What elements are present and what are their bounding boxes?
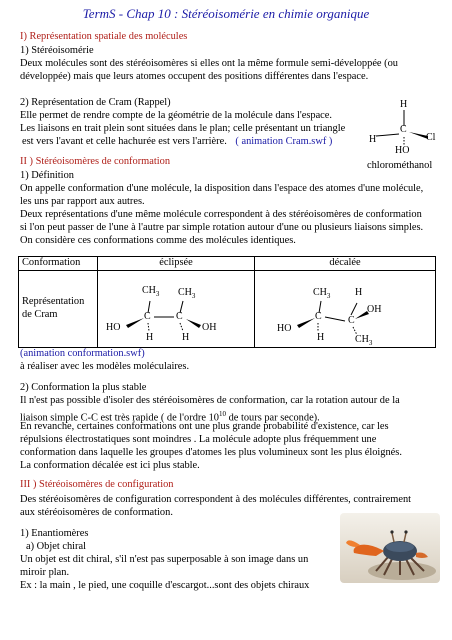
eclipsed-molecule [98, 271, 248, 347]
line-2-post: de tours par seconde). [225, 412, 320, 424]
section-2-1-line-1: On appelle conformation d'une molécule, la disposition dans l'espace des atomes d'une molécule, [20, 183, 424, 194]
conformation-table [18, 256, 436, 348]
page-title: TermS - Chap 10 : Stéréoisomérie en chimie organique [82, 6, 370, 21]
section-1-2-line-3 [22, 136, 362, 149]
staggered-ch3-bottom [355, 334, 372, 350]
cram-animation-link[interactable]: ( animation Cram.swf ) [235, 136, 333, 147]
atom-cl: Cl [426, 132, 436, 143]
section-2-heading: II ) Stéréoisomères de conformation [20, 156, 171, 167]
section-2-1-line-2: les uns par rapport aux autres. [20, 196, 145, 207]
section-2-1-line-5: On considère ces conformations comme des molécules identiques. [20, 235, 296, 246]
section-1-2-line-2: Les liaisons en trait plein sont situées dans le plan; celle présentant un triangle [20, 123, 346, 134]
chloromethanol-name: chlorométhanol [367, 160, 433, 171]
section-1-1-title: 1) Stéréoisomérie [20, 45, 94, 56]
eclipsed-h-left: H [146, 331, 154, 343]
staggered-c1: C [315, 310, 322, 322]
staggered-ch3-bottom-sub: 3 [368, 338, 373, 347]
staggered-ch3-top-sub: 3 [326, 291, 331, 300]
section-2-2-title: 2) Conformation la plus stable [20, 382, 147, 393]
table-header-row [19, 257, 436, 271]
staggered-ch3-top-text: CH [313, 286, 327, 298]
eclipsed-cell [98, 270, 255, 347]
section-1-heading: I) Représentation spatiale des molécules [20, 31, 188, 42]
eclipsed-h-right: H [182, 331, 190, 343]
eclipsed-ch3-right [178, 287, 195, 303]
staggered-bonds [255, 271, 435, 347]
section-2-2-line-1: Il n'est pas possible d'isoler des stéréoisomères de conformation, car la rotation autour de la [20, 395, 400, 406]
staggered-h-top: H [355, 286, 363, 298]
table-header-eclipsed: éclipsée [98, 257, 255, 271]
eclipsed-oh: OH [202, 321, 217, 333]
table-header-staggered: décalée [255, 257, 436, 271]
eclipsed-c1: C [144, 310, 151, 322]
row-label-line-1: Représentation [22, 296, 85, 307]
staggered-c2: C [348, 314, 355, 326]
staggered-h: H [317, 331, 325, 343]
eclipsed-ch3-left-text: CH [142, 284, 156, 296]
staggered-ch3-bottom-text: CH [355, 333, 369, 345]
atom-h-top: H [400, 99, 408, 110]
section-2-1-line-3: Deux représentations d'une même molécule correspondent à des stéréoisomères de conformation [20, 209, 422, 220]
line-2-sup: 10 [218, 410, 226, 418]
atom-ho: HO [395, 145, 410, 156]
staggered-cell [255, 270, 436, 347]
staggered-molecule [255, 271, 435, 347]
section-1-2-title: 2) Représentation de Cram (Rappel) [20, 97, 171, 108]
atom-c: C [400, 124, 407, 135]
staggered-ch3-top [313, 287, 330, 303]
eclipsed-c2: C [176, 310, 183, 322]
section-1-2-line-1: Elle permet de rendre compte de la géométrie de la molécule dans l'espace. [20, 110, 333, 121]
section-2-1-title: 1) Définition [20, 170, 74, 181]
eclipsed-ch3-left-sub: 3 [155, 289, 160, 298]
table-row [19, 270, 436, 347]
eclipsed-ch3-left [142, 285, 159, 301]
atom-h-left: H [369, 134, 377, 145]
section-3-1a-line-2: miroir plan. [20, 567, 70, 578]
eclipsed-ho: HO [106, 321, 121, 333]
conformation-animation-link[interactable]: (animation conformation.swf) [20, 348, 145, 359]
section-3-heading: III ) Stéréoisomères de configuration [20, 479, 174, 490]
section-3-line-2: aux stéréoisomères de conformation. [20, 507, 173, 518]
section-1-1-line-2: développée) mais que leurs atomes occupent des positions différentes dans l'espace. [20, 71, 369, 82]
crab-illustration [340, 513, 440, 583]
section-2-2-line-6: La conformation décalée est ici plus stable. [20, 460, 200, 471]
section-2-2-line-5: conformation dans laquelle les groupes d'atomes les plus volumineux sont les plus éloignés. [20, 447, 402, 458]
staggered-oh: OH [367, 303, 382, 315]
table-row-label [19, 270, 98, 347]
section-3-1a-line-1: Un objet est dit chiral, s'il n'est pas superposable à son image dans un [20, 554, 309, 565]
section-3-1-title: 1) Enantiomères [20, 528, 89, 539]
section-2-1-line-4: si l'on peut passer de l'une à l'autre par simple rotation autour d'une ou plusieurs liaisons simples. [20, 222, 424, 233]
section-3-line-1: Des stéréoisomères de configuration correspondent à des molécules différentes, contrairement [20, 494, 412, 505]
staggered-ho: HO [277, 322, 292, 334]
section-2-2-line-3: En revanche, certaines conformations ont une plus grande probabilité d'existence, car les [20, 421, 389, 432]
eclipsed-ch3-right-text: CH [178, 286, 192, 298]
eclipsed-bonds [98, 271, 248, 347]
section-3-1a-line-3: Ex : la main , le pied, une coquille d'escargot...sont des objets chiraux [20, 580, 310, 591]
section-1-2-line-3-text: est vers l'avant et celle hachurée est vers l'arrière. [22, 136, 227, 147]
row-label-line-2: de Cram [22, 308, 58, 320]
section-3-1a-title: a) Objet chiral [26, 541, 87, 552]
section-1-1-line-1: Deux molécules sont des stéréoisomères si elles ont la même formule semi-développée (ou [20, 58, 398, 69]
table-header-conformation: Conformation [19, 257, 98, 271]
line-2-pre: liaison simple C-C est très rapide ( de l'ordre 10 [20, 412, 219, 424]
section-2-2-line-4: répulsions électrostatiques sont moindres . La molécule adopte plus fréquemment une [20, 434, 377, 445]
conformation-models-text: à réaliser avec les modèles moléculaires. [20, 361, 190, 372]
eclipsed-ch3-right-sub: 3 [191, 291, 196, 300]
chloromethanol-molecule [366, 96, 446, 168]
fiddler-crab-photo [340, 513, 440, 583]
